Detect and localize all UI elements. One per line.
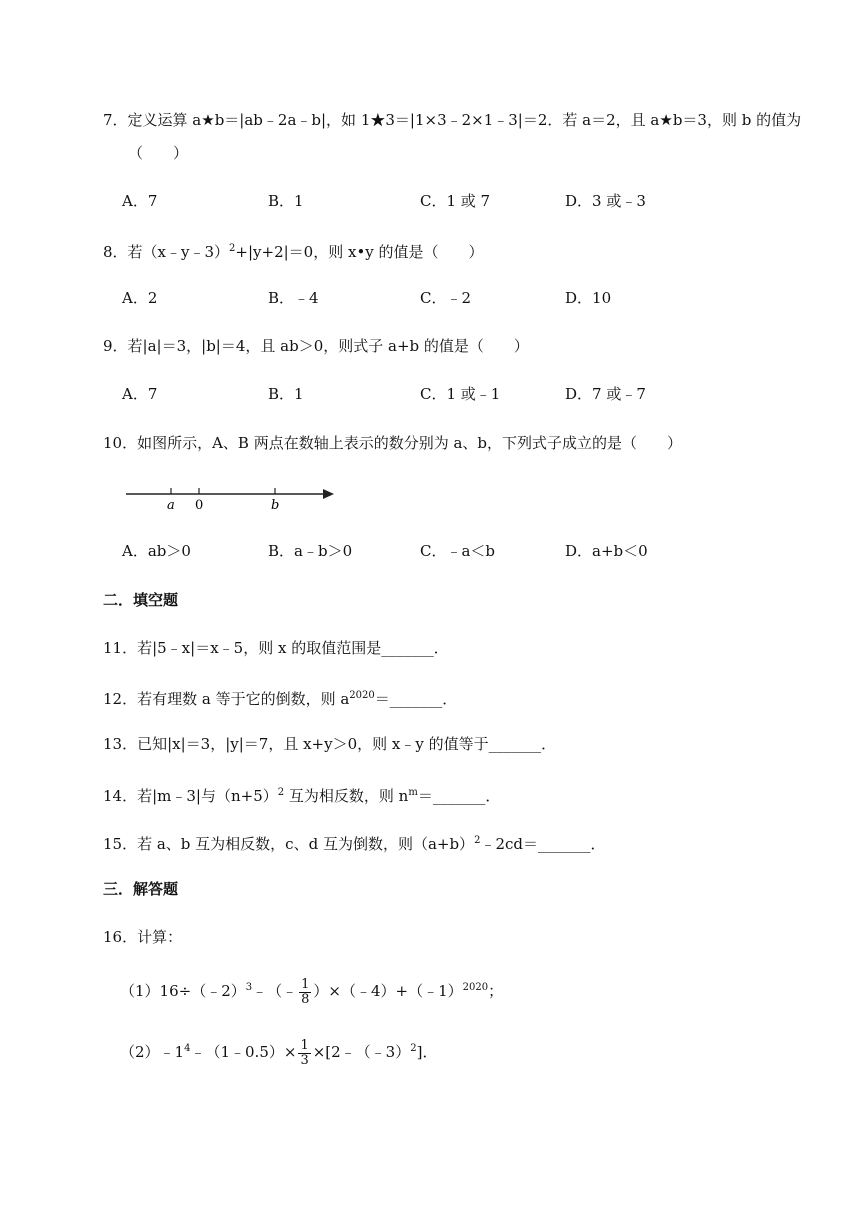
question-16-part-1: [120, 972, 503, 1007]
fraction-numerator: 1: [301, 976, 310, 992]
fraction-denominator: 3: [300, 1052, 309, 1068]
q16p2-a: （2）﹣1: [120, 1043, 185, 1061]
q16p1-sup2: 2020: [462, 982, 489, 993]
number-line-arrow: [323, 489, 334, 499]
q15-sup: 2: [474, 835, 481, 846]
q16p1-b: ﹣（﹣: [252, 982, 298, 1000]
question-8-stem: [103, 238, 484, 263]
label-b: b: [271, 498, 280, 513]
q9-option-c: C．1 或﹣1: [420, 385, 501, 403]
question-7-paren: （ ）: [128, 144, 189, 162]
label-a: a: [167, 498, 175, 513]
q16p1-a: （1）16÷（﹣2）: [120, 982, 246, 1000]
q10-option-c: C．﹣a＜b: [420, 542, 496, 560]
fraction-numerator: 1: [300, 1037, 309, 1053]
q14-b: 互为相反数，则 n: [284, 787, 409, 805]
q15-a: 15．若 a、b 互为相反数，c、d 互为倒数，则（a+b）: [103, 835, 475, 853]
q8-stem-a: 8．若（x﹣y﹣3）: [103, 243, 230, 261]
q8-stem-b: +|y+2|＝0，则 x•y 的值是（ ）: [235, 243, 484, 261]
q9-option-d: D．7 或﹣7: [565, 385, 646, 403]
q7-option-a: A．7: [122, 192, 158, 210]
fraction-one-eighth: [299, 978, 311, 1007]
q8-option-b: B．﹣4: [268, 289, 319, 307]
q10-option-b: B．a﹣b＞0: [268, 542, 353, 560]
question-10-stem: 10．如图所示，A、B 两点在数轴上表示的数分别为 a、b，下列式子成立的是（ ）: [103, 434, 683, 452]
q7-option-c: C．1 或 7: [420, 192, 491, 210]
q12-sup: 2020: [349, 690, 375, 701]
q8-sup: 2: [229, 243, 236, 254]
q16p1-sup1: 3: [245, 982, 253, 993]
question-9-stem: 9．若|a|＝3，|b|＝4，且 ab＞0，则式子 a+b 的值是（ ）: [103, 337, 529, 355]
q8-option-a: A．2: [122, 289, 158, 307]
q9-option-b: B．1: [268, 385, 304, 403]
q16p2-sup2: 2: [410, 1043, 417, 1054]
q12-a: 12．若有理数 a 等于它的倒数，则 a: [103, 690, 350, 708]
q14-a: 14．若|m﹣3|与（n+5）: [103, 787, 278, 805]
q16p1-c: ）×（﹣4）+（﹣1）: [313, 982, 463, 1000]
question-15: [103, 830, 605, 855]
q16p2-sup1: 4: [184, 1043, 191, 1054]
q12-b: ＝_______．: [374, 690, 458, 708]
q15-b: ﹣2cd＝_______．: [480, 835, 606, 853]
number-line-figure: [120, 482, 340, 514]
section-fill-in-heading: 二．填空题: [103, 591, 179, 609]
question-12: [103, 685, 457, 710]
q14-sup2: m: [408, 787, 418, 798]
question-16-stem: 16．计算：: [103, 928, 183, 946]
q14-c: ＝_______．: [417, 787, 501, 805]
q8-option-d: D．10: [565, 289, 612, 307]
q16p1-d: ；: [488, 982, 504, 1000]
question-14: [103, 782, 500, 807]
question-16-part-2: [120, 1033, 437, 1068]
question-7-stem: 7．定义运算 a★b＝|ab﹣2a﹣b|，如 1★3＝|1×3﹣2×1﹣3|＝2．若 a＝2，且 a★b＝3，则 b 的值为: [103, 111, 802, 129]
q10-option-a: A．ab＞0: [122, 542, 191, 560]
q9-option-a: A．7: [122, 385, 158, 403]
fraction-one-third: [298, 1039, 310, 1068]
question-13: 13．已知|x|＝3，|y|＝7，且 x+y＞0，则 x﹣y 的值等于_______．: [103, 735, 557, 753]
q8-option-c: C．﹣2: [420, 289, 472, 307]
q10-option-d: D．a+b＜0: [565, 542, 648, 560]
section-solve-heading: 三．解答题: [103, 880, 179, 898]
q7-option-b: B．1: [268, 192, 304, 210]
q16p2-c: ×[2﹣（﹣3）: [312, 1043, 411, 1061]
question-11: 11．若|5﹣x|＝x﹣5，则 x 的取值范围是_______．: [103, 639, 449, 657]
label-zero: 0: [195, 498, 204, 513]
fraction-denominator: 8: [301, 991, 310, 1007]
q14-sup1: 2: [277, 787, 285, 798]
q16p2-b: ﹣（1﹣0.5）×: [190, 1043, 297, 1061]
q7-option-d: D．3 或﹣3: [565, 192, 646, 210]
q16p2-d: ]．: [416, 1043, 438, 1061]
